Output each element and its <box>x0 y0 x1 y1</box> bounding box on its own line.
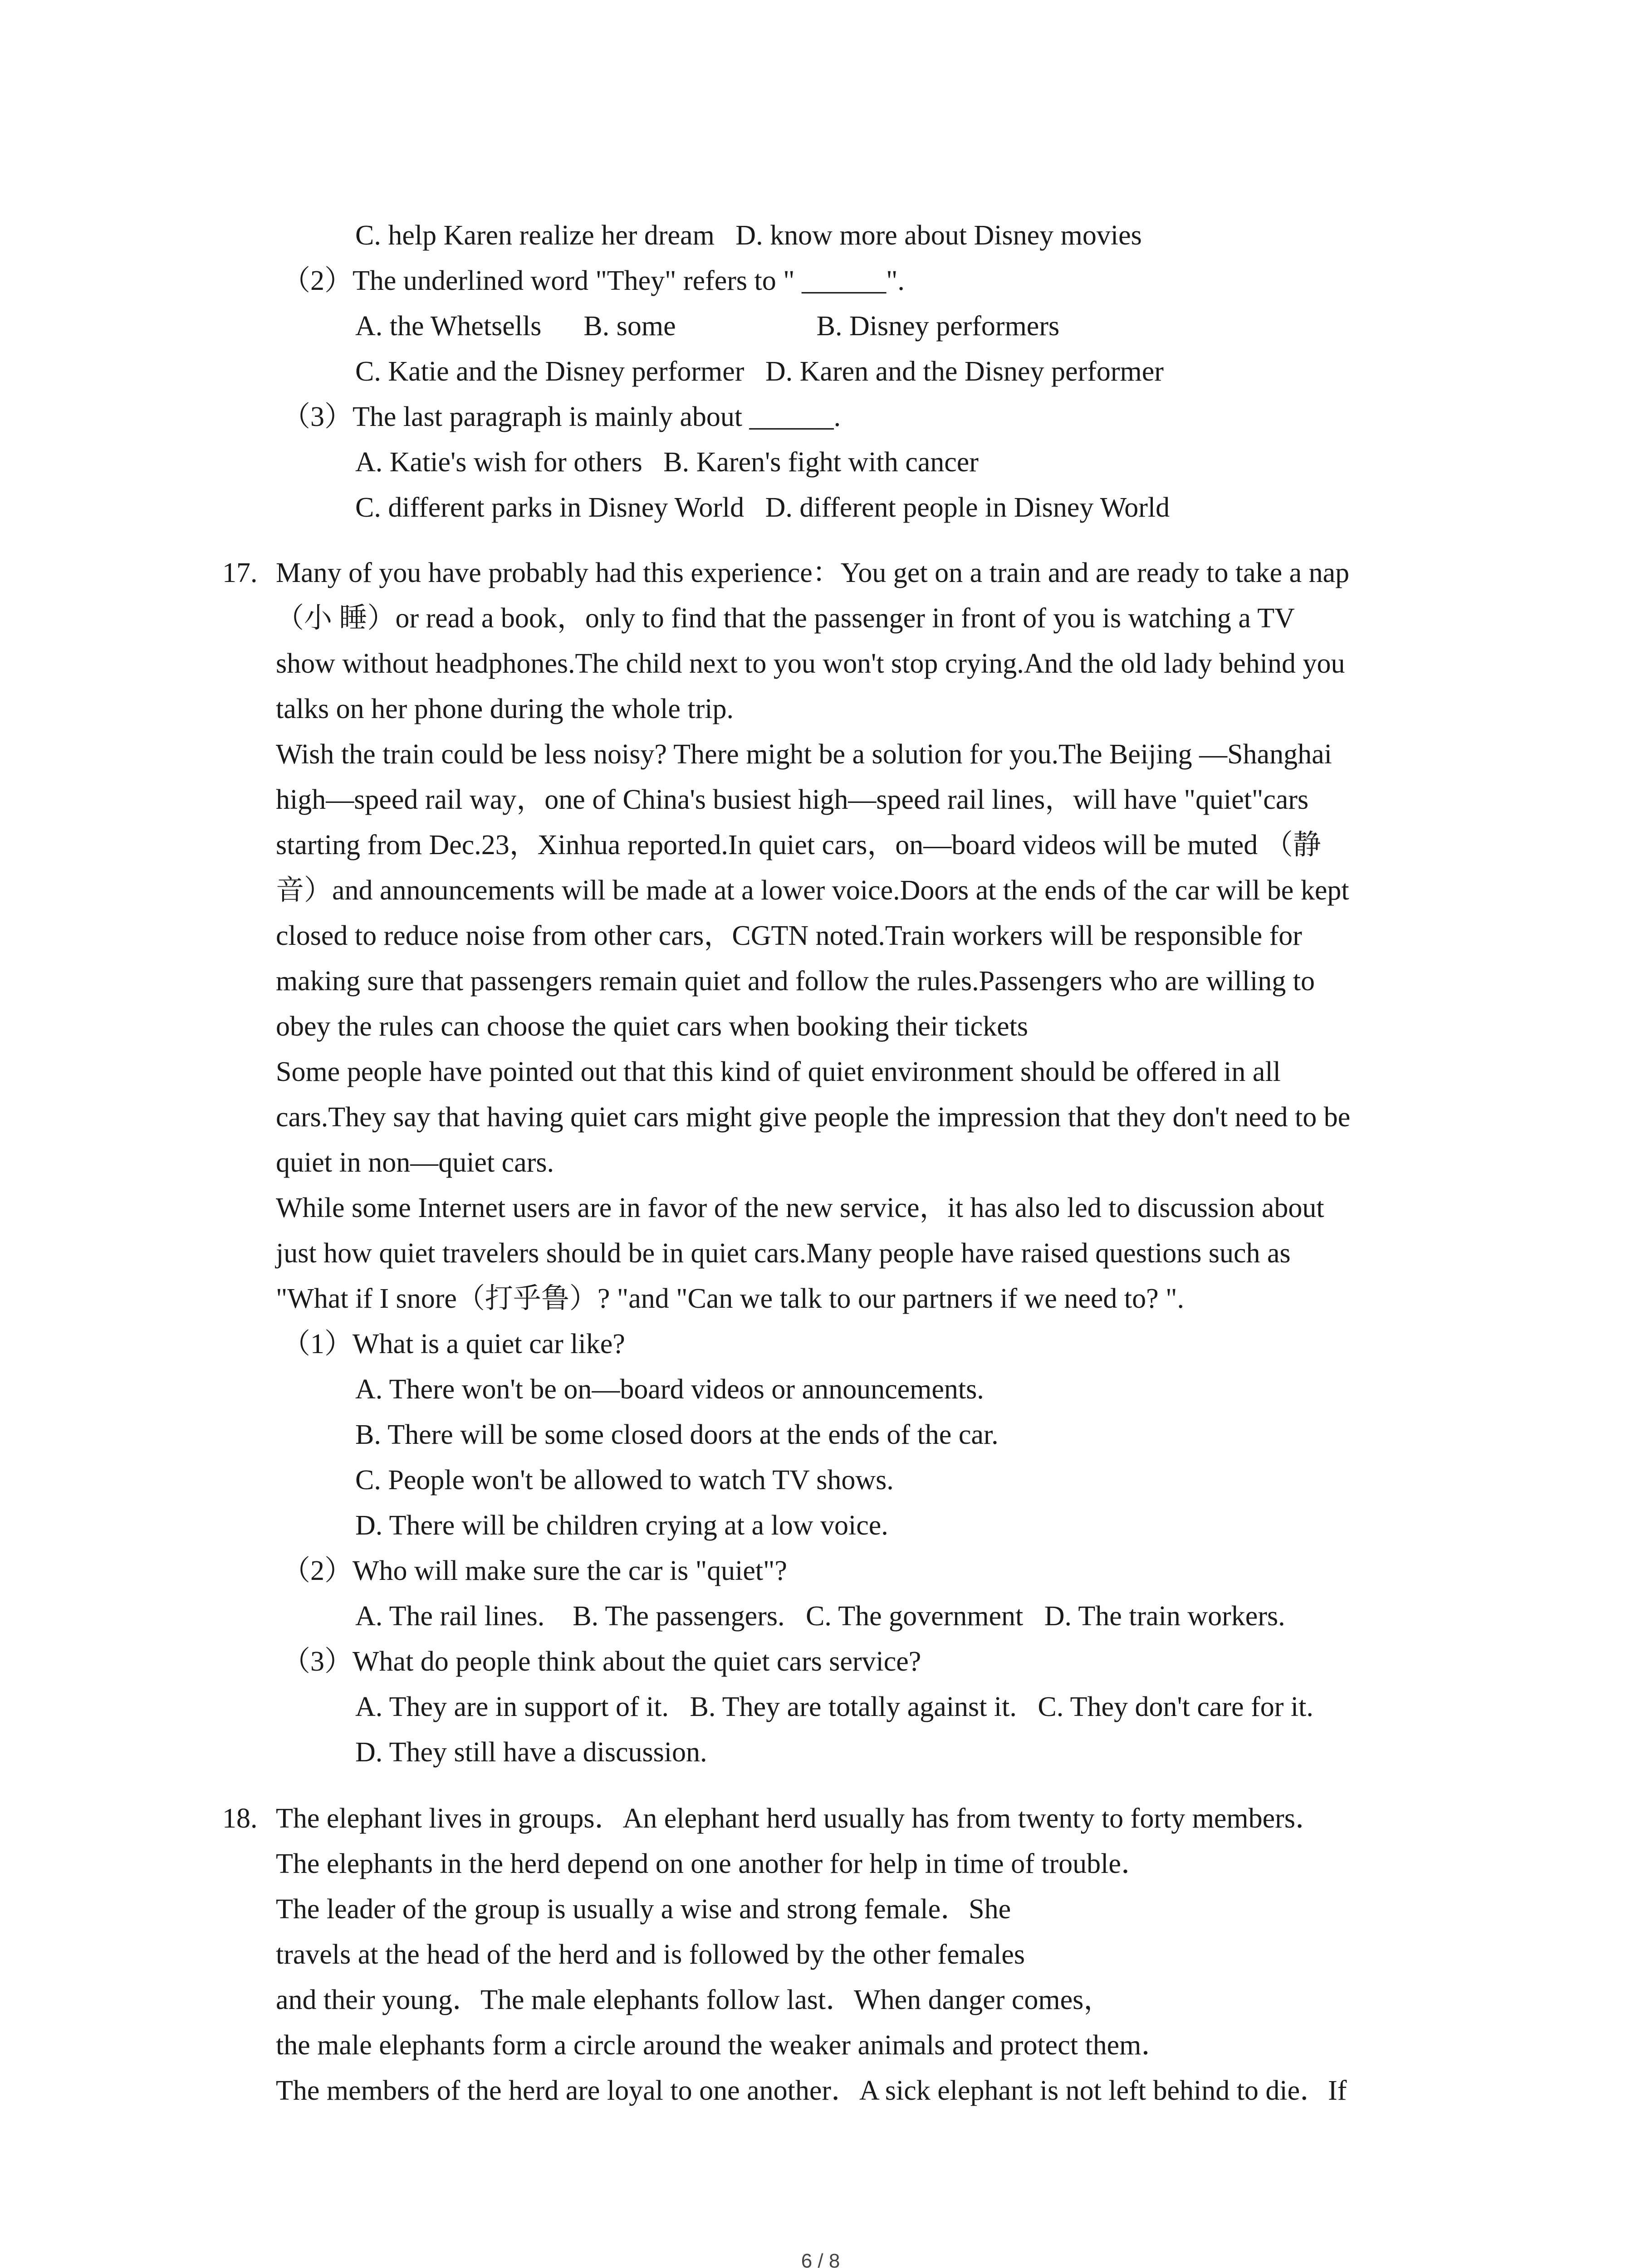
q17-passage-line: high—speed rail way，one of China's busiest high—speed rail lines，will have "quiet"cars <box>276 784 1309 815</box>
q17-passage-line: making sure that passengers remain quiet and follow the rules.Passengers who are willing to <box>276 966 1315 997</box>
q17-passage-line: starting from Dec.23，Xinhua reported.In quiet cars，on—board videos will be muted （静 <box>276 830 1321 860</box>
q18-passage-line: travels at the head of the herd and is followed by the other females <box>276 1939 1025 1970</box>
q17-passage-line: talks on her phone during the whole trip. <box>276 694 734 724</box>
q18-passage-line: the male elephants form a circle around the weaker animals and protect them． <box>276 2030 1170 2061</box>
q17-passage-line: （小 睡）or read a book，only to find that the passenger in front of you is watching a TV <box>276 603 1295 634</box>
q16-option-line-cd: C. help Karen realize her dream D. know more about Disney movies <box>355 220 1142 251</box>
q17-passage-line: cars.They say that having quiet cars might give people the impression that they don't need to be <box>276 1102 1351 1133</box>
q17-passage-line: just how quiet travelers should be in quiet cars.Many people have raised questions such as <box>276 1238 1291 1269</box>
q16-sub2-options-cd: C. Katie and the Disney performer D. Karen and the Disney performer <box>355 356 1164 387</box>
q17-passage-line: 音）and announcements will be made at a lower voice.Doors at the ends of the car will be kept <box>276 875 1349 906</box>
q17-subquestion-1: （1）What is a quiet car like? <box>282 1329 625 1359</box>
q16-sub3-options-ab: A. Katie's wish for others B. Karen's fight with cancer <box>355 447 979 478</box>
q17-subquestion-3: （3）What do people think about the quiet cars service? <box>282 1646 921 1677</box>
q17-sub1-option-a: A. There won't be on—board videos or announcements. <box>355 1374 984 1405</box>
q17-passage-line: Wish the train could be less noisy? There might be a solution for you.The Beijing —Shanghai <box>276 739 1332 770</box>
q17-passage-line: show without headphones.The child next to you won't stop crying.And the old lady behind you <box>276 648 1345 679</box>
q17-subquestion-2: （2）Who will make sure the car is "quiet"? <box>282 1555 787 1586</box>
q16-sub3-options-cd: C. different parks in Disney World D. different people in Disney World <box>355 492 1170 523</box>
q16-sub2-options-ab: A. the Whetsells B. some B. Disney performers <box>355 311 1060 342</box>
page-number: 6 / 8 <box>801 2250 840 2268</box>
q17-passage-line: closed to reduce noise from other cars，CGTN noted.Train workers will be responsible for <box>276 920 1302 951</box>
q17-number: 17. <box>222 557 258 588</box>
q17-passage-line: obey the rules can choose the quiet cars when booking their tickets <box>276 1011 1028 1042</box>
q17-passage-line: Some people have pointed out that this kind of quiet environment should be offered in all <box>276 1056 1281 1087</box>
q18-passage-line: The elephants in the herd depend on one another for help in time of trouble． <box>276 1848 1149 1879</box>
q16-subquestion-2: （2）The underlined word "They" refers to " ______". <box>282 265 905 296</box>
q18-passage-line: The elephant lives in groups．An elephant herd usually has from twenty to forty members． <box>276 1803 1323 1834</box>
q17-sub1-option-b: B. There will be some closed doors at the ends of the car. <box>355 1419 999 1450</box>
q18-passage-line: The leader of the group is usually a wise and strong female．She <box>276 1894 1011 1925</box>
q17-passage-line: quiet in non—quiet cars. <box>276 1147 554 1178</box>
q16-subquestion-3: （3）The last paragraph is mainly about ______. <box>282 401 841 432</box>
q17-sub3-option-d: D. They still have a discussion. <box>355 1737 707 1768</box>
q17-sub2-options: A. The rail lines. B. The passengers. C. The government D. The train workers. <box>355 1601 1285 1632</box>
q18-passage-line: The members of the herd are loyal to one another．A sick elephant is not left behind to die．If <box>276 2075 1347 2106</box>
q17-sub1-option-d: D. There will be children crying at a low voice. <box>355 1510 888 1541</box>
q17-passage-line: While some Internet users are in favor of the new service，it has also led to discussion about <box>276 1193 1324 1223</box>
q17-passage-line: "What if I snore（打乎鲁）? "and "Can we talk to our partners if we need to? ". <box>276 1283 1184 1314</box>
q17-passage-line: Many of you have probably had this experience：You get on a train and are ready to take a nap <box>276 557 1350 588</box>
q18-number: 18. <box>222 1803 258 1834</box>
q18-passage-line: and their young．The male elephants follow last．When danger comes， <box>276 1984 1112 2015</box>
q17-sub3-options-abc: A. They are in support of it. B. They are totally against it. C. They don't care for it. <box>355 1691 1313 1722</box>
q17-sub1-option-c: C. People won't be allowed to watch TV shows. <box>355 1465 894 1496</box>
